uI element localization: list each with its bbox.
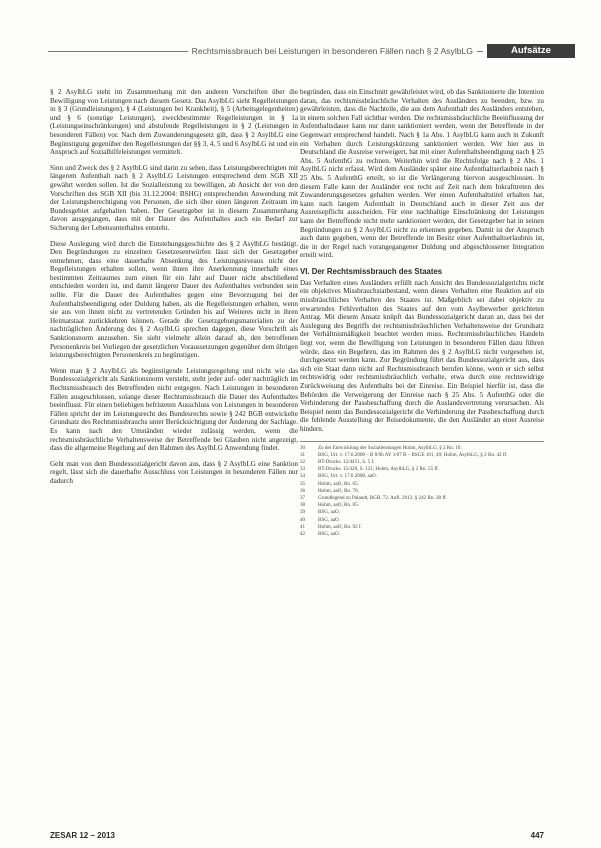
- footnote-text: Zu der Entwicklung der Sozialleistungen Hohm, AsylbLG, § 2 Rn. 10.: [318, 444, 462, 451]
- footnote-text: Hohm, aaO, Rn. 65.: [318, 480, 359, 487]
- footnote-number: 30: [300, 444, 306, 451]
- section-heading: VI. Der Rechtsmissbrauch des Staates: [300, 266, 443, 276]
- footnote-text: BT-Drucks. 12/4451, S. 5 f.: [318, 458, 375, 465]
- footnote-text: BSG, Urt. v. 17.6.2008 – B 8/9b AY 1/07 R – BSGE 101, 49; Hohm, AsylbLG, § 2 Rn. 42 ff.: [318, 451, 508, 458]
- footnote-text: BSG, aaO.: [318, 509, 340, 516]
- footnote-text: BSG, aaO.: [318, 531, 340, 537]
- footnote-number: 41: [300, 523, 306, 530]
- footnote: [300, 445, 544, 452]
- paragraph: Wenn man § 2 AsylbLG als begünstigende Leistungsregelung und nicht wie das Bundessozialgericht als Sanktionsnorm versteht, steht jeder auf- oder nachträglich im Rechtsmissbrauch des Betreffenden nicht entgegen. Nach Leistungen in besonderen Fällen ausgeschlossen, solange dieser Rechtsmissbrauch die Dauer des Aufenthaltes beeinflusst. Für einen beliebigen befristeten Ausschluss von Leistungen in besonderen Fällen spricht der im Leistungsrecht des Bundesrechts sowie § 242 BGB entwickelte Grundsatz des Rechtsmissbrauchs unter Berücksichtigung der Änderung der Sachlage. Es kann nach den Umständen wieder zulässig werden, wenn die rechtsmissbräuchliche Verhaltensweise der Betreffende bei Glauben nicht angezeigt, dass die allgemeine Regelung auf den Rahmen des AsylbLG Anwendung findet.: [50, 366, 298, 453]
- journal-name: ZESAR 12 – 2013: [50, 831, 115, 840]
- footnote: [300, 452, 544, 459]
- footnote: [300, 481, 544, 488]
- footnote-text: BT-Drucks. 15/420, S. 121; Hohm, AsylbLG, § 2 Rn. 55 ff.: [318, 466, 439, 473]
- footnote: [300, 466, 544, 473]
- footnote-text: Grundlegend zu Palandt, BGB, 72. Aufl. 2013, § 242 Rn. 38 ff.: [318, 494, 447, 501]
- footnote-text: Hohm, aaO, Rn. 78.: [318, 487, 359, 494]
- right-column: [300, 88, 544, 538]
- footnote: [300, 524, 544, 531]
- footnote: [300, 531, 544, 538]
- footnote: [300, 488, 544, 495]
- paragraph: Diese Auslegung wird durch die Entstehungsgeschichte des § 2 AsylbLG bestätigt. Den Begründungen zu einzelnen Gesetzesentwürfen lässt sich der Gesetzgeber entnehmen, dass eine dauerhafte Absenkung des Leistungsniveaus nicht der Regelleistungen erhalten sollen, wenn ihnen ihre Anerkennung innerhalb eines bestimmten Zeitraumes zum einen für ein Jahr auf Dauer nicht abschließend entschieden worden ist, und damit längerer Dauer des Aufenthaltes verbunden sein sollte. Für die Dauer des Aufenthaltes gegen eine Bevorzugung bei der Aufenthaltsbeendigung oder Duldung haben, als die Regelleistungen erhalten, wenn sie aus von ihnen nicht zu vertretenden Gründen bis auf Weiteres nicht in ihren Heimatstaat zurückkehren können. Gerade die Gesetzgebungsmaterialien zu der nachträglichen Änderung des § 2 AsylbLG sprechen dagegen, diese Vorschrift als Sanktionsnorm anzusehen. Sie sieht vielmehr allein darauf ab, den betroffenen Personenkreis bei Vorliegen der gesetzlichen Voraussetzungen gegenüber dem übrigen leistungsberechtigten Personenkreis zu begünstigen.: [50, 239, 298, 360]
- paragraph: Geht man von dem Bundessozialgericht davon aus, dass § 2 AsylbLG eine Sanktion regelt, lässt sich die dauerhafte Ausschluss von Leistungen in besonderen Fällen nur dadurch: [50, 459, 298, 485]
- page-number: 447: [530, 831, 544, 840]
- footnote-number: 36: [300, 487, 306, 494]
- footnote: [300, 495, 544, 502]
- paragraph: § 2 AsylbLG steht im Zusammenhang mit den anderen Vorschriften über die Bewilligung von Leistungen nach diesem Gesetz. Das AsylbLG sieht Regelleistungen in § 3 (Grundleistungen), § 4 (Leistungen bei Krankheit), § 5 (Arbeitsgelegenheiten) und § 6 (sonstige Leistungen), zweckbestimmte Regelleistungen in § 1a (Leistungseinschränkungen) und abstufende Regelleistungen in § 2 (Leistungen in besonderen Fällen) vor. Nach dem Zuwanderungsgesetz gilt, dass § 2 AsylbLG eine Begünstigung gegenüber den Regelleistungen der §§ 3, 4, 5 und 6 AsylbLG ist und ein Anspruch auf Sozialhilfeleistungen vermittelt.: [50, 88, 298, 157]
- footnote-number: 33: [300, 466, 306, 473]
- paragraph: Sinn und Zweck des § 2 AsylbLG sind darin zu sehen, dass Leistungsberechtigten mit längerem Aufenthalt nach § 2 AsylbLG Leistungen entsprechend dem SGB XII gewährt werden sollen. Ist die Sozialleistung zu bewilligen, ab Ansicht der von den Vorschriften des SGB XII (bis 31.12.2004: BSHG) entsprechenden Anwendung mit der Leistungsberechtigung von Personen, die sich über einen längeren Zeitraum im Bundesgebiet aufgehalten haben. Der Gesetzgeber ist in diesem Zusammenhang davon ausgegangen, dass mit der Dauer des Aufenthaltes auch ein Bedarf zur Sicherung der Lebensunterhaltes entsteht.: [50, 163, 298, 232]
- footnotes: [300, 441, 544, 539]
- footnote-text: BSG, aaO.: [318, 516, 340, 523]
- footnote-number: 38: [300, 502, 306, 509]
- footnote-text: Hohm, aaO, Rn. 92 f.: [318, 523, 362, 530]
- footnote-number: 34: [300, 473, 306, 480]
- paragraph: begründen, dass ein Einschnitt gewährleistet wird, ob das Sanktionierte die Intention daran, das rechtsmissbräuchliche Verhalten des Ausländers zu beenden, bzw. zu gewährleisten, dass die Nachteile, die aus dem Aufenthalt des Ausländers entstehen, in einem solchen Fall sichtbar werden. Die rechtsmissbräuchliche Beeinflussung der Aufenthaltsdauer kann nur dann sanktioniert werden, wenn der Betreffende in der Gegenwart entsprechend handelt. Nach § 1a Abs. 1 AsylbLG kann auch in Zukunft ein Verhalten durch Leistungskürzung sanktioniert werden. Wer hier aus in Deutschland die Ausreise verweigert, hat mit einer Aufenthaltsbeendigung nach § 25 Abs. 5 AufenthG zu rechnen. Weiterhin wird die Rechtsfolge nach § 2 Abs. 1 AsylbLG nicht erfasst. Wird dem Ausländer später eine Aufenthaltserlaubnis nach § 25 Abs. 5 AufenthG erteilt, so ist die Verlängerung hiervon ausgeschlossen. In diesem Falle kann der Ausländer erst recht auf Zeit nach dem Inkrafttreten des Zuwanderungsgesetzes gehalten werden. Wer einen Aufenthaltstitel erhalten hat, kann nach langem Aufenthalt in Deutschland auch in dieser Zeit aus der Ausreisepflicht ausscheiden. Für eine nachhaltige Einschränkung der Leistungen kann der Betreffende nicht mehr sanktioniert werden, der Gesetzgeber hat in seinen Begründungen zu § 2 AsylbLG nicht zu erkennen gegeben. Damit ist der Anspruch auch dann gegeben, wenn der Betreffende im Besitz einer Aufenthaltserlaubnis ist, die in der Regel nach vorangegangener Duldung und abgeschlossener Integration erteilt wird.: [300, 88, 544, 260]
- footnote-number: 42: [300, 531, 306, 537]
- footnote-text: BSG, Urt. v. 17.6.2008, aaO.: [318, 473, 377, 480]
- footnote-number: 37: [300, 494, 306, 501]
- footnote-number: 32: [300, 458, 306, 465]
- page-footer: [50, 831, 544, 843]
- running-title: Rechtsmissbrauch bei Leistungen in besonderen Fällen nach § 2 AsylbLG: [188, 44, 477, 58]
- section-label: Aufsätze: [487, 44, 575, 58]
- paragraph: Das Verhalten eines Ausländers erfüllt nach Ansicht des Bundessozialgerichts nicht ein objektives Missbrauchstatbestand, wenn dieses Verhalten eine Reaktion auf ein missbräuchliches Verhalten des Staates ist. Maßgeblich sei dabei objektiv zu erwartendes Fehlverhalten des Staates auf den vom Asylbewerber gerichteten Antrag. Mit diesem Ansatz knüpft das Bundessozialgericht daran an, dass bei der Auslegung des Begriffs der rechtsmissbräuchlichen Verhaltensweise der Grundsatz der Verhältnismäßigkeit beachtet werden muss. Rechtsmissbräuchliches Handeln liegt vor, wenn die Bewilligung von Leistungen in besonderen Fällen dazu führen würde, dass ein Begehren, das im Rahmen des § 2 AsylbLG nicht vorgesehen ist, durchgesetzt werden kann. Zur Begründung führt das Bundessozialgericht aus, dass sich ein Staat dann nicht auf Rechtsmissbrauch berufen könne, wenn er sich selbst rechtswidrig oder rechtsmissbräuchlich verhalte, etwa durch eine rechtswidrige Zurückweisung des Aufenthalts bei der Einreise. Ein Beispiel hierfür ist, dass die Behörden die Verweigerung der Einreise nach § 25 Abs. 5 AufenthG oder die Verhinderung der Passbeschaffung durch die Auslandsvertretung verursachen. Als Beispiel nennt das Bundessozialgericht die Verhinderung der Passbeschaffung durch die fehlende Ausstellung der Reisedokumente, die den Ausländer an einer Ausreise hindern.: [300, 278, 544, 433]
- page-header: [48, 44, 575, 58]
- left-column: [50, 88, 298, 493]
- footnote-number: 40: [300, 516, 306, 523]
- footnote: [300, 502, 544, 509]
- footnote: [300, 509, 544, 516]
- footnote-number: 31: [300, 451, 306, 458]
- footnote: [300, 473, 544, 480]
- footnote-number: 39: [300, 509, 306, 516]
- footnote-number: 35: [300, 480, 306, 487]
- footnote: [300, 517, 544, 524]
- footnote-text: Hohm, aaO, Rn. 85.: [318, 502, 359, 509]
